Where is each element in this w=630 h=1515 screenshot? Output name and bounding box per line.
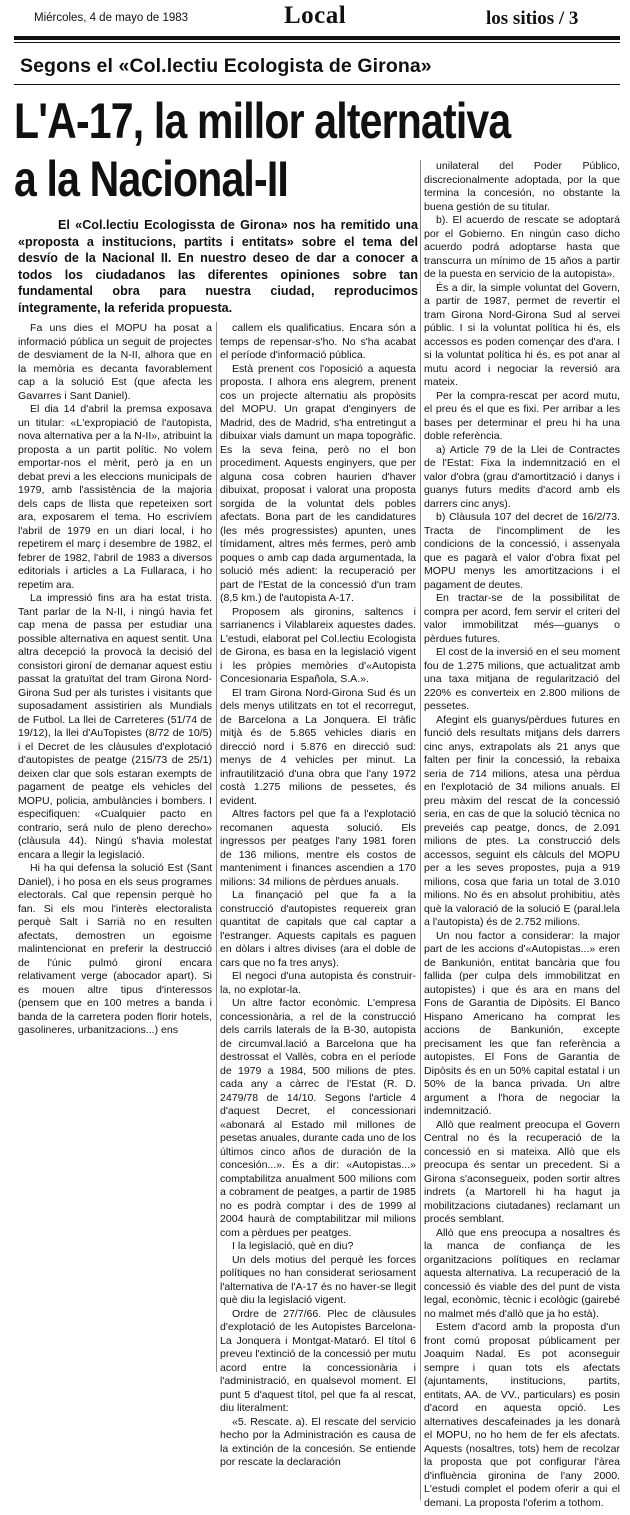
kicker-rule [14, 84, 620, 85]
section-page: los sitios / 3 [486, 8, 579, 29]
column-3 [424, 160, 620, 1510]
column-1 [18, 322, 212, 1038]
paragraph: Un dels motius del perquè les forces polítiques no han considerat seriosament l'alternativa de l'A-17 és no haver-se llegit què diu la legislació vigent. [220, 1253, 416, 1306]
headline-line-1: L'A-17, la millor alternativa [14, 93, 511, 149]
paragraph: b). El acuerdo de rescate se adoptará por el Gobierno. En ningún caso dicho acuerdo podrá adoptarse hasta que transcurra un mínimo de 15 años a partir de la puesta en servicio de la autopista». [424, 214, 620, 280]
paragraph: La impressió fins ara ha estat trista. Tant parlar de la N-II, i ningú havia fet cap mena de passa per estudiar una possible alternativa en aquest sentit. Una altra decepció la provocà la decisió del consistori gironí de demanar aquest estiu passat la gratuïtat del tram Girona Nord-Girona Sud per als turistes i visitants que suposadament assistirien als Mundials de Futbol. La llei de Carreteres (51/74 de 19/12), la llei d'AuTopistes (8/72 de 10/5) i el Decret de les clàusules d'explotació d'autopistes de peatge (215/73 de 25/1) deixen clar que sols estaran exempts de pagament de peatge els vehicles del MOPU, policia, ambulàncies i bombers. I especifiquen: «Cualquier pacto en contrario, será nulo de pleno derecho» (clàusula 44). Ningú s'havia molestat encara a llegir la legislació. [18, 592, 212, 861]
issue-date: Miércoles, 4 de mayo de 1983 [34, 12, 189, 24]
paragraph: Un nou factor a considerar: la major part de les accions d'«Autopistas...» eren de Bankunión, entitat bancària que fou fallida (per culpa dels immobilitzat en autopistes) i que és ara en mans del Fons de Garantia de Dipòsits. El Banco Hispano Americano ha comprat les accions de Bankunión, excepte precisament les que fan referència a autopistes. El Fons de Garantia de Dipòsits és en un 50% capital estatal i un 50% de la banca privada. Un altre argument a l'hora de negociar la indemnització. [424, 929, 620, 1117]
paragraph: Hi ha qui defensa la solució Est (Sant Daniel), i ho posa en els seus programes electorals. Cal que repensin perquè ho fan. Si els mou l'interès electoralista perquè Salt i Sarrià no en resulten afectats, demostren un egoisme malintencionat en preferir la destrucció de l'únic pulmó gironí encara relativament verge (abocador apart). Si es mouen altre tipus d'interessos (pensem que en 100 metres a banda i banda de la carretera poden florir hotels, gasolineres, urbanitzacions...) ens [18, 862, 212, 1036]
column-rule [216, 322, 217, 1372]
kicker: Segons el «Col.lectiu Ecologista de Girona» [20, 55, 432, 77]
headline [14, 92, 511, 208]
paragraph: Allò que ens preocupa a nosaltres és la manca de confiança de les organitzacions polítiques en reclamar aquesta alternativa. La recuperació de la concessió és viable des del punt de vista legal, econòmic, tècnic i ecològic (gairebé no malmet més d'allò que ja ho està). [424, 1226, 620, 1320]
paragraph: callem els qualificatius. Encara són a temps de repensar-s'ho. No s'ha acabat el període d'informació pública. [220, 322, 416, 361]
column-rule [420, 160, 421, 1500]
paragraph: «5. Rescate. a). El rescate del servicio hecho por la Administración es causa de la extinción de la concesión. Se entiende por rescate la declaración [220, 1415, 416, 1468]
header-rule [14, 36, 620, 40]
paragraph: Altres factors pel que fa a l'explotació recomanen aquesta solució. Els ingressos per peatges l'any 1981 foren de 136 milions, mentre els costos de manteniment i finances ascendien a 170 milions: 34 milions de pèrdues anuals. [220, 808, 416, 888]
paragraph: Un altre factor econòmic. L'empresa concessionària, a rel de la construcció dels carrils laterals de la B-30, autopista de circumval.lació a Barcelona que ha destrossat el Vallès, cobra en el període de 1979 a 1984, 500 milions de ptes. cada any a càrrec de l'Estat (R. D. 2479/78 de 14/10. Segons l'article 4 d'aquest Decret, el concessionari «abonará al Estado mil millones de pesetas anuales, durante cada uno de los últimos cinco años de duración de la concesión...». És a dir: «Autopistas...» comptabilitza anualment 500 milions com a cobrament de peatges, a partir de 1985 no es podrà comptar i des de 1999 al 2004 haurà de comptabilitzar mil milions com a pèrdues per peatges. [220, 997, 416, 1239]
paragraph: Ordre de 27/7/66. Plec de clàusules d'explotació de les Autopistes Barcelona-La Jonquera i Montgat-Mataró. El títol 6 preveu l'extinció de la concessió per mutu acord entre la concessionària i l'administració, en qualsevol moment. El punt 5 d'aquest títol, pel que fa al rescat, diu literalment: [220, 1307, 416, 1414]
paragraph: El tram Girona Nord-Girona Sud és un dels menys utilitzats en tot el recorregut, de Barcelona a La Jonquera. El tràfic mitjà és de 5.865 vehicles diaris en direcció nord i 5.876 en direcció sud: menys de 4 vehicles per minut. La infrautilització d'una obra que l'any 1972 costà 1.275 milions de pessetes, és evident. [220, 686, 416, 807]
headline-line-2: a la Nacional-II [14, 151, 288, 207]
paragraph: La finançació pel que fa a la construcció d'autopistes requereix gran quantitat de capitals que cal captar a l'estranger. Aquests capitals es paguen en dòlars i altres divises (ara el doble de cars que no fa tres anys). [220, 889, 416, 969]
paragraph: Per la compra-rescat per acord mutu, el preu és el que es fixi. Per arribar a les bases per determinar el preu hi ha una doble referència. [424, 389, 620, 442]
section-title: Local [284, 2, 347, 29]
paragraph: El cost de la inversió en el seu moment fou de 1.275 milions, que actualitzat amb una taxa mitjana de regularització del 220% es converteix en 2.800 milions de pessetes. [424, 646, 620, 712]
paragraph: Està prenent cos l'oposició a aquesta proposta. I alhora ens alegrem, prenent cos un projecte alternatiu als propòsits del MOPU. Un grapat d'enginyers de Madrid, des de Madrid, s'ha entretingut a dibuixar vials damunt un mapa topogràfic. Es la seva feina, però no el bon procediment. Aquests enginyers, que per alguna cosa cobren haurien d'haver dibuixat, proposat i valorat una proposta sorgida de la voluntat dels pobles afectats. Bona part de les candidatures (les més progressistes) apunten, unes tímidament, altres més fermes, però amb poques o amb cap dada argumentada, la solució més adient: la recuperació per part de l'Estat de la concessió d'un tram (8,5 km.) de l'autopista A-17. [220, 362, 416, 604]
paragraph: El negoci d'una autopista és construir-la, no explotar-la. [220, 970, 416, 996]
header-rule-thin [14, 42, 620, 43]
paragraph: Estem d'acord amb la proposta d'un front comú proposat públicament per Joaquim Nadal. Es pot aconseguir sempre i quan tots els afectats (ajuntaments, institucions, partits, entitats, AA. de VV., particulars) es posin d'acord en aquesta opció. Les alternatives descafeinades ja les donarà el MOPU, no ho hem de fer els afectats. Aquests (nosaltres, tots) hem de recolzar la proposta que pot configurar l'àrea d'influència gironina de l'any 2000. L'estudi complet el podem oferir a qui el demani. La proposta l'oferim a tothom. [424, 1321, 620, 1509]
paragraph: Proposem als gironins, saltencs i sarrianencs i Vilablareix aquestes dades. L'estudi, elaborat pel Col.lectiu Ecologista de Girona, es basa en la legislació vigent i les pròpies memòries d'«Autopista Concesionaria Española, S.A.». [220, 605, 416, 685]
page-header [0, 0, 630, 40]
paragraph: I la legislació, què en diu? [232, 1240, 354, 1252]
paragraph: El dia 14 d'abril la premsa exposava un titular: «L'expropiació de l'autopista, nova alternativa per a la N-II», atribuint la proposta a un partit polític. No volem emportar-nos el mèrit, però ja en un debat previ a les eleccions municipals de 1979, amb l'assistència de la majoria dels caps de llista que repeteixen sort ara, exposarem el tema. Ho escrivíem l'abril de 1979 en un diari local, i ho repetirem el març i desembre de 1982, el febrer de 1982, l'abril de 1983 a diversos editorials i articles a La Fullaraca, i ho repetim ara. [18, 403, 212, 591]
column-2 [220, 322, 416, 1470]
paragraph: Allò que realment preocupa el Govern Central no és la recuperació de la concessió en si mateixa. Allò que els preocupa és sentar un precedent. Si a Girona s'aconsegueix, poden sortir altres indrets (a Martorell hi ha hagut ja mobilitzacions ciutadanes) reclamant un procés semblant. [424, 1118, 620, 1225]
paragraph: a) Article 79 de la Llei de Contractes de l'Estat: Fixa la indemnització en el valor d'obra (grau d'amortització i danys i guanys futurs medits d'acord amb els darrers cinc anys). [424, 443, 620, 510]
paragraph: unilateral del Poder Público, discrecionalmente adoptada, por la que termina la concesión, no obstante la buena gestión de su titular. [424, 160, 620, 213]
intro-text: El «Col.lectiu Ecologissta de Girona» nos ha remitido una «proposta a institucions, partits i entitats» sobre el tema del desvío de la Nacional II. En nuestro deseo de dar a conocer a todos los ciudadanos las diferentes opiniones sobre tan fundamental obra para nuestra ciudad, reproducimos íntegramente, la referida propuesta. [18, 218, 418, 315]
paragraph: b) Clàusula 107 del decret de 16/2/73. Tracta de l'incompliment de les condicions de la concessió, i assenyala que es pagarà el valor d'obra fixat pel MOPU menys les amortitzacions i el pagament de deutes. [424, 511, 620, 591]
paragraph: És a dir, la simple voluntat del Govern, a partir de 1987, permet de revertir el tram Girona Nord-Girona Sud al servei públic. I si la voluntat política hi és, els accessos es poden començar des d'ara. I si la voluntat política hi és, es pot anar al mutu acord i negociar la reversió ara mateix. [424, 281, 620, 388]
intro [18, 217, 418, 316]
paragraph: En tractar-se de la possibilitat de compra per acord, fem servir el criteri del valor immobilitzat més—guanys o pèrdues futures. [424, 592, 620, 645]
paragraph: Afegint els guanys/pèrdues futures en funció dels resultats mitjans dels darrers cinc anys, extrapolats als 21 anys que falten per finir la concessió, la rebaixa seria de 714 milions, atesa una pèrdua en l'explotació de 34 milions anuals. El preu màxim del rescat de la concessió seria, en cas de que la solució tècnica no preveiés cap peatge, doncs, de 2.091 milions de ptes. La construcció dels accessos, seguint els càlculs del MOPU per a les seves propostes, puja a 919 milions, cosa que faria un total de 3.010 milions. No és en absolut prohibitiu, atès què la valoració de la solució E (paral.lela a l'autopista) és de 2.752 milions. [424, 713, 620, 928]
paragraph: Fa uns dies el MOPU ha posat a informació pública un seguit de projectes de desviament de la N-II, alhora que en la memòria es decanta favorablement cap a la solució Est (que afecta les Gavarres i Sant Daniel). [18, 322, 212, 402]
